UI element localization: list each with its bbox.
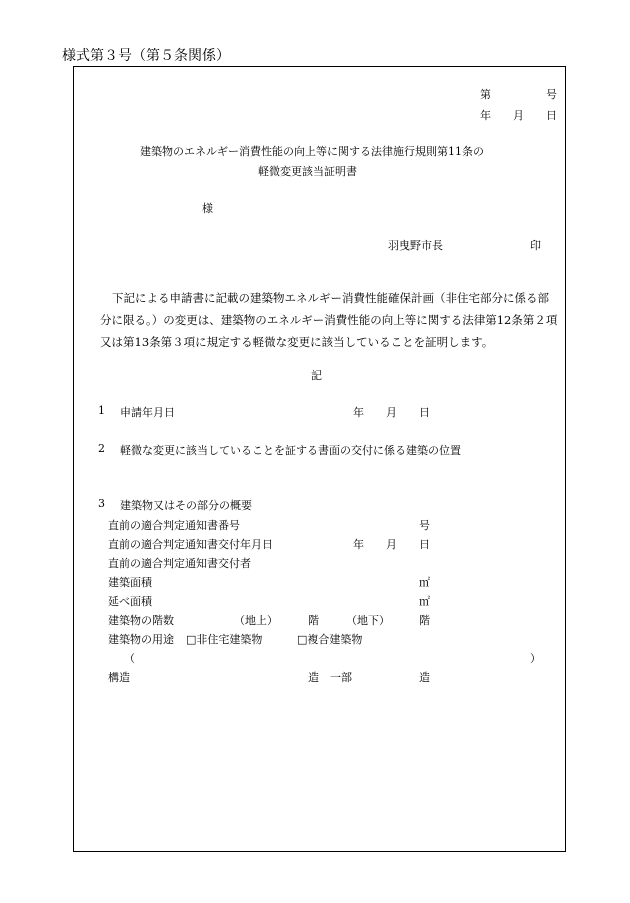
prev-notice-month: 月 bbox=[386, 538, 397, 551]
title-line2: 軽微変更該当証明書 bbox=[258, 165, 357, 178]
seal: 印 bbox=[530, 239, 541, 252]
header-day: 日 bbox=[546, 109, 557, 122]
item3-label: 建築物又はその部分の概要 bbox=[120, 499, 252, 512]
ki-label: 記 bbox=[311, 369, 322, 382]
use-label: 建築物の用途 bbox=[108, 633, 174, 646]
structure-suffix: 造 bbox=[308, 671, 319, 684]
title-line1: 建築物のエネルギー消費性能の向上等に関する法律施行規則第11条の bbox=[140, 145, 484, 158]
non-residential-checkbox[interactable]: □非住宅建築物 bbox=[186, 633, 263, 646]
body-text: 下記による申請書に記載の建築物エネルギー消費性能確保計画（非住宅部分に係る部分に限る。）の変更は、建築物のエネルギー消費性能の向上等に関する法律第12条第２項又は第13条第３項に規定する軽微な変更に該当していることを証明します。 bbox=[100, 291, 558, 349]
prev-notice-year: 年 bbox=[353, 538, 364, 551]
above-ground: （地上） bbox=[234, 614, 278, 627]
prev-notice-number-suffix: 号 bbox=[419, 519, 430, 532]
structure-partial-suffix: 造 bbox=[419, 671, 430, 684]
prev-notice-date: 直前の適合判定通知書交付年月日 bbox=[108, 538, 273, 551]
paren-close: ） bbox=[530, 652, 541, 665]
certificate-frame bbox=[73, 66, 566, 852]
building-area: 建築面積 bbox=[108, 576, 152, 589]
below-floor-unit: 階 bbox=[419, 614, 430, 627]
item2-label: 軽微な変更に該当していることを証する書面の交付に係る建築の位置 bbox=[120, 444, 461, 457]
prev-notice-issuer: 直前の適合判定通知書交付者 bbox=[108, 557, 251, 570]
prev-notice-day: 日 bbox=[419, 538, 430, 551]
number-suffix: 号 bbox=[546, 88, 557, 101]
item1-year: 年 bbox=[353, 406, 364, 419]
mixed-checkbox[interactable]: □複合建築物 bbox=[297, 633, 363, 646]
below-ground: （地下） bbox=[346, 614, 390, 627]
structure-label: 構造 bbox=[108, 671, 130, 684]
prev-notice-number: 直前の適合判定通知書番号 bbox=[108, 519, 240, 532]
header-year: 年 bbox=[480, 109, 491, 122]
item1-month: 月 bbox=[386, 406, 397, 419]
building-area-unit: ㎡ bbox=[419, 576, 430, 589]
item1-day: 日 bbox=[419, 406, 430, 419]
item2-num: 2 bbox=[98, 442, 105, 455]
form-label: 様式第３号（第５条関係） bbox=[62, 48, 230, 64]
header-month: 月 bbox=[513, 109, 524, 122]
item3-num: 3 bbox=[98, 497, 105, 510]
item1-num: 1 bbox=[98, 404, 105, 417]
addressee-suffix: 様 bbox=[202, 202, 213, 215]
total-floor-area-unit: ㎡ bbox=[419, 595, 430, 608]
above-floor-unit: 階 bbox=[308, 614, 319, 627]
paren-open: （ bbox=[124, 652, 135, 665]
structure-partial: 一部 bbox=[330, 671, 352, 684]
total-floor-area: 延べ面積 bbox=[108, 595, 152, 608]
item1-label: 申請年月日 bbox=[120, 406, 175, 419]
floors-label: 建築物の階数 bbox=[108, 614, 174, 627]
issuer: 羽曳野市長 bbox=[388, 239, 443, 252]
number-prefix: 第 bbox=[480, 88, 491, 101]
